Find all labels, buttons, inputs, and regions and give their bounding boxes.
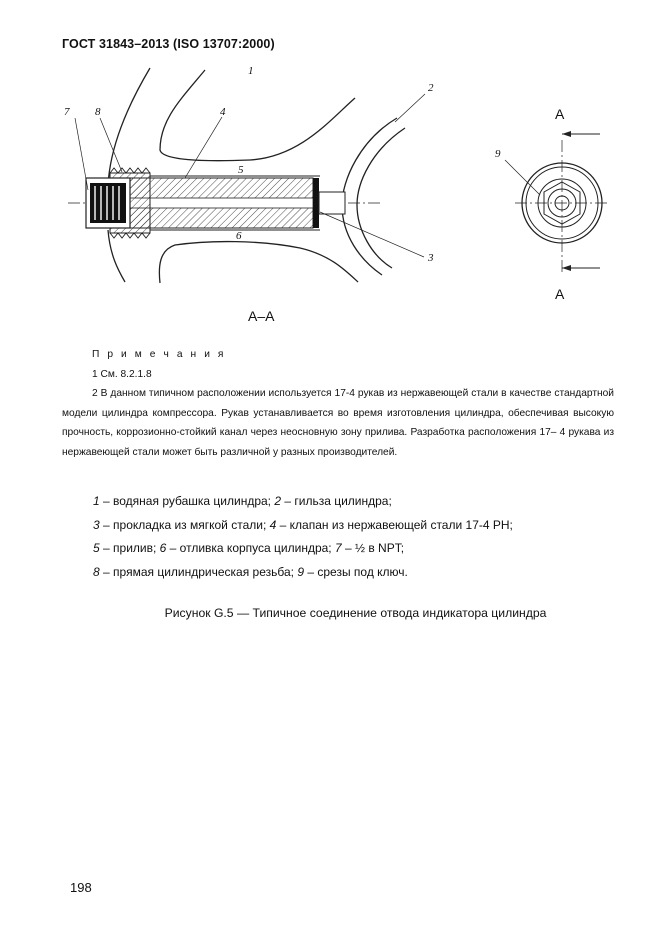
legend-text: – прямая цилиндрическая резьба; <box>99 564 298 579</box>
legend-line <box>93 561 513 585</box>
callout-3: 3 <box>428 252 434 264</box>
legend-text: – срезы под ключ. <box>304 564 408 579</box>
callout-9: 9 <box>495 148 501 160</box>
notes-block <box>62 345 614 462</box>
callout-6: 6 <box>236 230 242 242</box>
callout-7: 7 <box>64 106 70 118</box>
note-item-2: 2 В данном типичном расположении используется 17-4 рукав из нержавеющей стали в качестве стандартной модели цилиндра компрессора. Рукав устанавливается во время изготовления цилиндра, обеспечивая высокую прочность, коррозионно-стойкий канал через неосновную зону прилива. Разработка расположения 17– 4 рукава из нержавеющей стали может быть различной у разных производителей. <box>62 388 614 458</box>
section-label: A–A <box>248 308 275 324</box>
legend-line <box>93 537 513 561</box>
legend-text: – прокладка из мягкой стали; <box>99 517 270 532</box>
figure-caption: Рисунок G.5 — Типичное соединение отвода индикатора цилиндра <box>164 606 547 620</box>
section-mark-top: A <box>555 106 565 122</box>
figure-legend <box>93 490 513 584</box>
legend-number: 2 <box>274 494 282 508</box>
legend-line <box>93 490 513 514</box>
legend-number: 5 <box>93 541 100 555</box>
notes-title: П р и м е ч а н и я <box>92 349 227 360</box>
section-mark-bottom: A <box>555 286 565 302</box>
page-number: 198 <box>70 880 92 895</box>
legend-number: 9 <box>297 564 305 579</box>
callout-2: 2 <box>428 82 434 94</box>
legend-number: 6 <box>159 541 167 555</box>
end-view <box>515 106 610 302</box>
legend-line <box>93 514 513 538</box>
legend-number: 7 <box>334 541 342 555</box>
legend-text: – водяная рубашка цилиндра; <box>99 494 275 508</box>
note-item-1: 1 См. 8.2.1.8 <box>92 368 152 380</box>
legend-number: 1 <box>93 494 100 508</box>
legend-number: 3 <box>93 517 100 532</box>
document-header: ГОСТ 31843–2013 (ISO 13707:2000) <box>62 37 275 51</box>
callout-1: 1 <box>248 65 254 77</box>
gasket <box>313 178 319 228</box>
legend-number: 8 <box>93 564 100 579</box>
callout-8: 8 <box>95 106 101 118</box>
legend-text: – прилив; <box>99 541 160 555</box>
legend-text: – клапан из нержавеющей стали 17-4 PH; <box>276 517 513 532</box>
callout-4: 4 <box>220 106 226 118</box>
callout-5: 5 <box>238 164 244 176</box>
legend-text: – отливка корпуса цилиндра; <box>166 541 335 555</box>
legend-text: – гильза цилиндра; <box>281 494 392 508</box>
figure-drawing <box>55 60 615 330</box>
legend-number: 4 <box>269 517 277 532</box>
legend-text: – ½ в NPT; <box>341 541 405 555</box>
